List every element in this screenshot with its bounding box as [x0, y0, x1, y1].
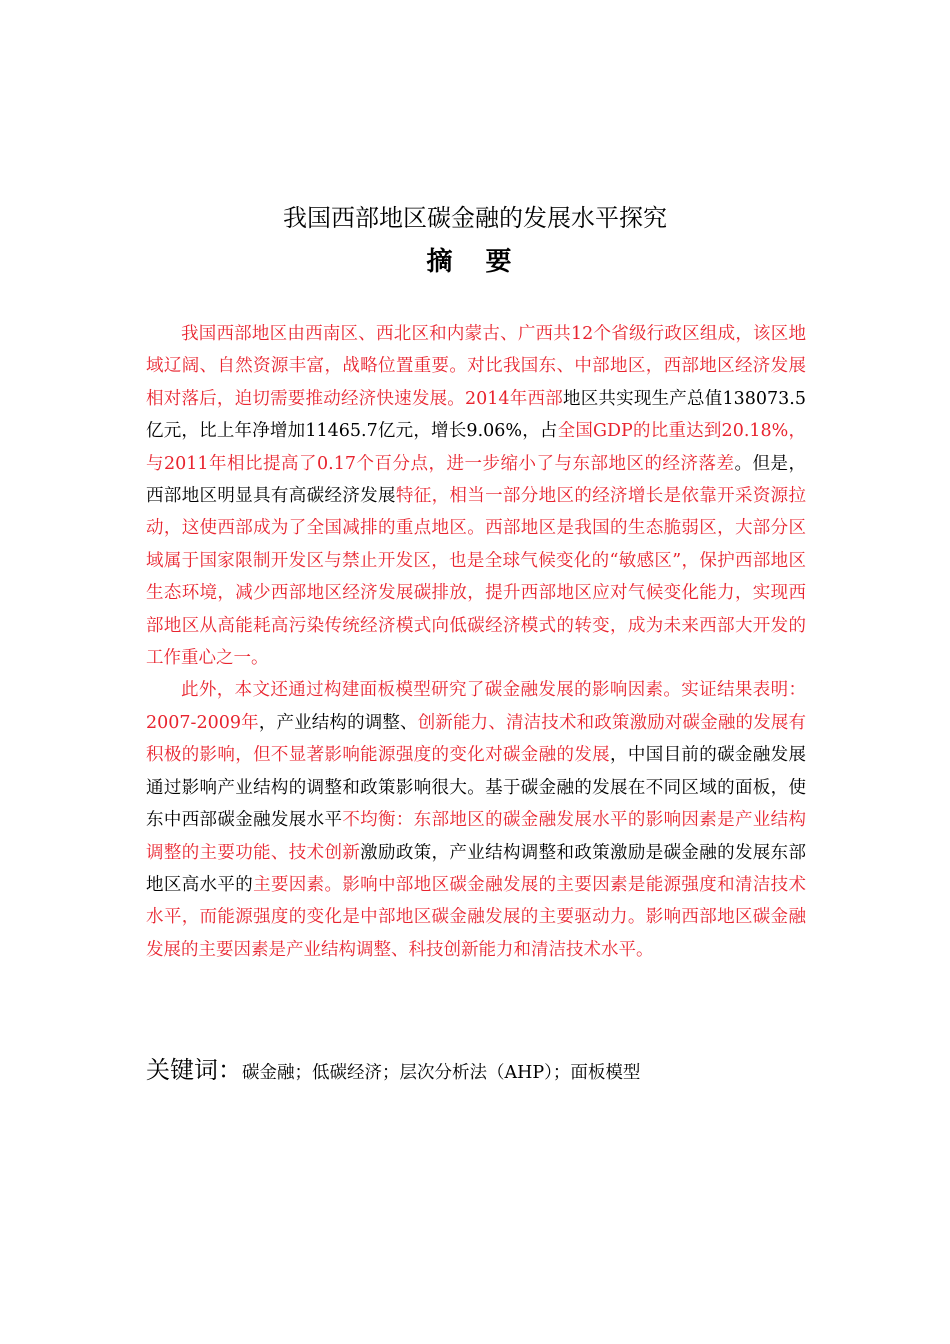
text-run: 全国GDP的比重达到20.18%，与2011年相比提高了0.17个百分点，进一步缩小了与东部地区的经济落差 [146, 421, 806, 474]
text-run: 此外，本文还通过构建面板模型研究了碳金融发展的影响因素。实证结果表明：2007-2009年 [146, 680, 806, 733]
keywords-line [146, 1052, 806, 1091]
keywords-label: 关键词： [146, 1056, 242, 1084]
text-run: 地区共实现生产总值138073.5亿元，比上年净增加11465.7亿元，增长9.06%，占 [146, 388, 806, 442]
text-run: ，中国目前的碳金融发展通过影响产业结构的调整和政策影响很大。基于碳金融的发展在不同区域的面板，使东中西部碳金融发展水平 [146, 745, 807, 831]
abstract-paragraph-1 [146, 318, 806, 674]
text-run: 不均衡：东部地区的碳金融发展水平的影响因素是产业结构调整的主要功能、技术创新 [146, 810, 807, 863]
text-run: 特征，相当一部分地区的经济增长是依靠开采资源拉动，这使西部成为了全国减排的重点地区。西部地区是我国的生态脆弱区，大部分区域属于国家限制开发区与禁止开发区，也是全球气候变化的“敏感区”，保护西部地区生态环境，减少西部地区经济发展碳排放，提升西部地区应对气候变化能力，实现西部地区从高能耗高污染传统经济模式向低碳经济模式的转变，成为未来西部大开发的工作重心之一。 [146, 486, 807, 669]
text-run: 。但是，西部地区明显具有高碳经济发展 [146, 453, 806, 507]
text-run: 我国西部地区由西南区、西北区和内蒙古、广西共12个省级行政区组成，该区地域辽阔、自然资源丰富，战略位置重要。对比我国东、中部地区，西部地区经济发展相对落后，迫切需要推动经济快速发展。2014年西部 [146, 324, 806, 409]
document-title: 我国西部地区碳金融的发展水平探究 [283, 204, 667, 232]
text-run: ，产业结构的调整、 [258, 712, 418, 733]
abstract-paragraph-2 [146, 674, 806, 966]
keywords-value: 碳金融；低碳经济；层次分析法（AHP）；面板模型 [242, 1063, 641, 1083]
text-run: 创新能力、清洁技术和政策激励对碳金融的发展有积极的影响，但不显著影响能源强度的变化对碳金融的发展 [146, 712, 806, 766]
abstract-body [146, 318, 806, 966]
text-run: 主要因素。影响中部地区碳金融发展的主要因素是能源强度和清洁技术水平，而能源强度的变化是中部地区碳金融发展的主要驱动力。影响西部地区碳金融发展的主要因素是产业结构调整、科技创新能力和清洁技术水平。 [146, 874, 807, 960]
text-run: 激励政策，产业结构调整和政策激励是碳金融的发展东部地区高水平的 [146, 842, 807, 895]
abstract-heading: 摘 要 [426, 247, 524, 277]
